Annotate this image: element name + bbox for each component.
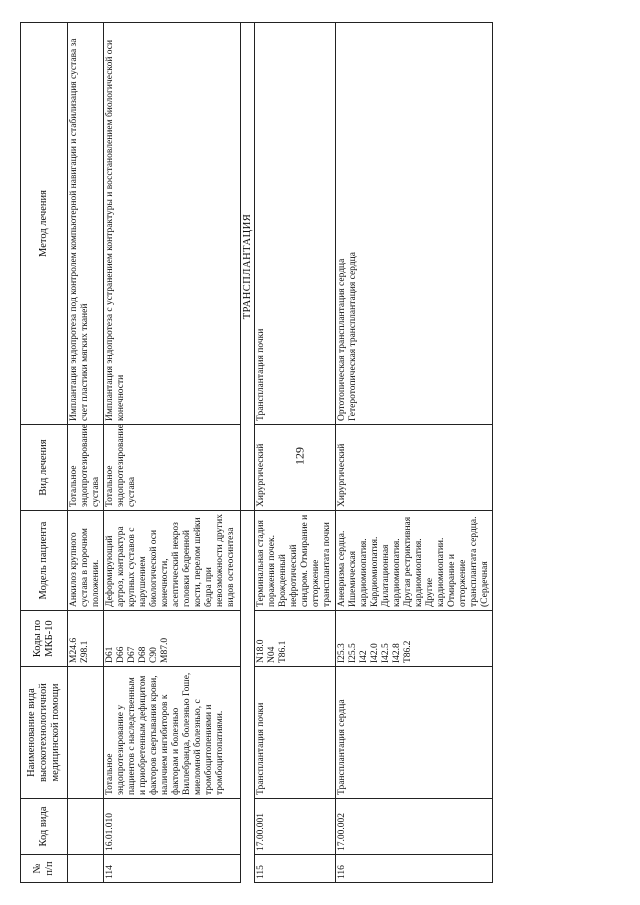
document-page (20, 23, 620, 883)
table-row (255, 22, 336, 882)
model-cell: Анкилоз крупного сустава в порочном положении. (68, 510, 104, 610)
method-cell: Имплантация эндопротеза под контролем компьютерной навигации и стабилизация сустава за счет пластики мягких тканей (68, 22, 104, 424)
num-cell: 115 (255, 854, 336, 882)
method-cell: Имплантация эндопротеза с устранением контрактуры и восстановлением биологической оси конечности (104, 22, 241, 424)
method-cell: Трансплантация почки (255, 22, 336, 424)
header-num: № п/п (21, 854, 68, 882)
section-row (241, 22, 255, 882)
name-cell: Трансплантация сердца (336, 666, 493, 798)
header-icd: Коды по МКБ-10 (21, 610, 68, 666)
header-model: Модель пациента (21, 510, 68, 610)
table-row (68, 22, 104, 882)
icd-cell: N18.0 N04 T86.1 (255, 610, 336, 666)
model-cell: Деформирующий артроз, контрактура крупных суставов с нарушением биологической оси конечности, асептический некроз головки бедренной кости, перелом шейки бедра при невозможности других видов остеосинтеза (104, 510, 241, 610)
num-cell: 114 (104, 854, 241, 882)
name-cell: Трансплантация почки (255, 666, 336, 798)
header-kind: Вид лечения (21, 424, 68, 510)
header-name: Наименование вида высокотехнологичной медицинской помощи (21, 666, 68, 798)
page-number: 129 (292, 447, 307, 465)
icd-cell: M24.6 Z98.1 (68, 610, 104, 666)
kind-cell: Хирургический (255, 424, 336, 510)
kind-cell: Хирургический (336, 424, 493, 510)
name-cell (68, 666, 104, 798)
treatment-table (20, 22, 493, 883)
num-cell: 116 (336, 854, 493, 882)
section-title: ТРАНСПЛАНТАЦИЯ (241, 22, 255, 510)
icd-cell: D61 D66 D67 D68 C90 M87.0 (104, 610, 241, 666)
header-method: Метод лечения (21, 22, 68, 424)
code-cell: 17.00.001 (255, 798, 336, 854)
code-cell (68, 798, 104, 854)
code-cell: 17.00.002 (336, 798, 493, 854)
icd-cell: I25.3 I25.5 I42 I42.0 I42.5 I42.8 T86.2 (336, 610, 493, 666)
code-cell: 16.01.010 (104, 798, 241, 854)
header-code: Код вида (21, 798, 68, 854)
model-cell: Аневризма сердца. Ишемическая кардиомиопатия. Кардиомиопатия. Дилатационная кардиомиопатия. Другая рестриктивная кардиомиопатия. Другие кардиомиопатии. Отмирание и отторжение трансплантата сердца. (Сердечная (336, 510, 493, 610)
header-row (21, 22, 68, 882)
table-row (336, 22, 493, 882)
kind-cell: Тотальное эндопротезирование сустава (104, 424, 241, 510)
table-row (104, 22, 241, 882)
name-cell: Тотальное эндопротезирование у пациентов с наследственным и приобретенным дефицитом факторов свертывания крови, наличием ингибиторов к факторам и болезнью Виллебранда, болезнью Гоше, миеломной болезнью, с тромбоцитопениями и тромбоцитопатиями. (104, 666, 241, 798)
method-cell: Ортотопическая трансплантация сердца Гетеротопическая трансплантация сердца (336, 22, 493, 424)
kind-cell: Тотальное эндопротезирование сустава (68, 424, 104, 510)
model-cell: Терминальная стадия поражения почек. Врожденный нефротический синдром. Отмирание и отторжение трансплантата почки (255, 510, 336, 610)
